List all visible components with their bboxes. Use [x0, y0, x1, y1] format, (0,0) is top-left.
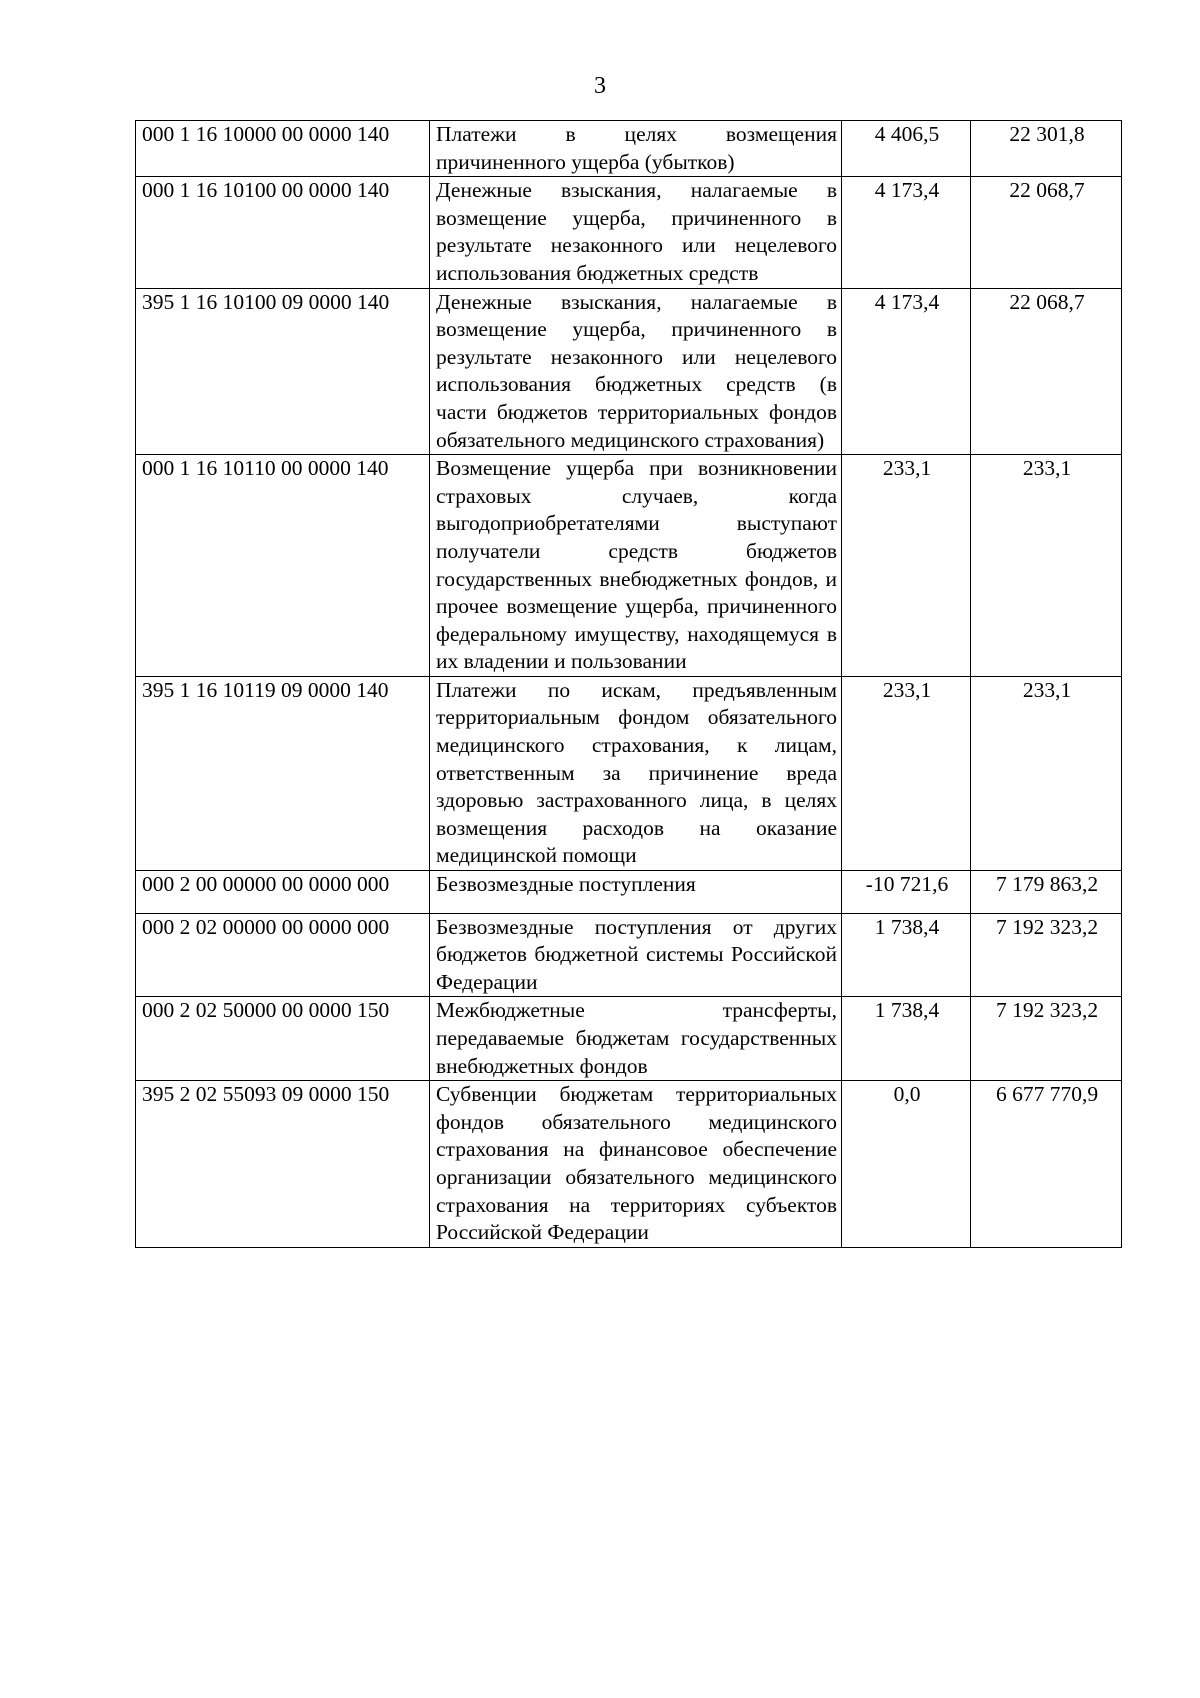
revenue-name-cell: Безвозмездные поступления: [430, 871, 842, 914]
table-row: [136, 288, 1122, 455]
page-number: 3: [594, 73, 606, 99]
revenue-name-cell: Денежные взыскания, налагаемые в возмещение ущерба, причиненного в результате незаконного или нецелевого использования бюджетных средств (в части бюджетов территориальных фондов обязательного медицинского страхования): [430, 288, 842, 455]
amount-cell-1: -10 721,6: [842, 871, 971, 914]
amount-cell-2: 7 179 863,2: [971, 871, 1122, 914]
revenue-name-cell: Субвенции бюджетам территориальных фондов обязательного медицинского страхования на финансовое обеспечение организации обязательного медицинского страхования на территориях субъектов Российской Федерации: [430, 1081, 842, 1248]
table-row: [136, 676, 1122, 870]
budget-code-cell: 000 1 16 10110 00 0000 140: [136, 455, 430, 677]
amount-cell-2: 6 677 770,9: [971, 1081, 1122, 1248]
budget-code-cell: 000 2 00 00000 00 0000 000: [136, 871, 430, 914]
table-row: [136, 913, 1122, 997]
amount-cell-1: 233,1: [842, 455, 971, 677]
budget-code-cell: 000 1 16 10100 00 0000 140: [136, 177, 430, 288]
amount-cell-2: 7 192 323,2: [971, 997, 1122, 1081]
revenue-name-cell: Возмещение ущерба при возникновении страховых случаев, когда выгодоприобретателями выступают получатели средств бюджетов государственных внебюджетных фондов, и прочее возмещение ущерба, причиненного федеральному имуществу, находящемуся в их владении и пользовании: [430, 455, 842, 677]
table-row: [136, 177, 1122, 288]
table-row: [136, 121, 1122, 177]
amount-cell-1: 4 173,4: [842, 177, 971, 288]
budget-code-cell: 395 1 16 10119 09 0000 140: [136, 676, 430, 870]
budget-code-cell: 000 1 16 10000 00 0000 140: [136, 121, 430, 177]
amount-cell-2: 22 068,7: [971, 177, 1122, 288]
revenue-name-cell: Денежные взыскания, налагаемые в возмещение ущерба, причиненного в результате незаконного или нецелевого использования бюджетных средств: [430, 177, 842, 288]
amount-cell-1: 4 173,4: [842, 288, 971, 455]
revenue-name-cell: Безвозмездные поступления от других бюджетов бюджетной системы Российской Федерации: [430, 913, 842, 997]
table-row: [136, 997, 1122, 1081]
revenue-name-cell: Платежи в целях возмещения причиненного ущерба (убытков): [430, 121, 842, 177]
amount-cell-1: 233,1: [842, 676, 971, 870]
amount-cell-1: 4 406,5: [842, 121, 971, 177]
table-row: [136, 871, 1122, 914]
table-row: [136, 1081, 1122, 1248]
revenue-name-cell: Межбюджетные трансферты, передаваемые бюджетам государственных внебюджетных фондов: [430, 997, 842, 1081]
budget-code-cell: 395 2 02 55093 09 0000 150: [136, 1081, 430, 1248]
budget-code-cell: 000 2 02 50000 00 0000 150: [136, 997, 430, 1081]
budget-code-cell: 000 2 02 00000 00 0000 000: [136, 913, 430, 997]
amount-cell-2: 233,1: [971, 676, 1122, 870]
amount-cell-2: 233,1: [971, 455, 1122, 677]
revenue-name-cell: Платежи по искам, предъявленным территориальным фондом обязательного медицинского страхования, к лицам, ответственным за причинение вреда здоровью застрахованного лица, в целях возмещения расходов на оказание медицинской помощи: [430, 676, 842, 870]
table-row: [136, 455, 1122, 677]
revenue-table: [135, 120, 1122, 1248]
amount-cell-2: 22 068,7: [971, 288, 1122, 455]
amount-cell-1: 0,0: [842, 1081, 971, 1248]
amount-cell-2: 7 192 323,2: [971, 913, 1122, 997]
amount-cell-1: 1 738,4: [842, 997, 971, 1081]
amount-cell-2: 22 301,8: [971, 121, 1122, 177]
budget-code-cell: 395 1 16 10100 09 0000 140: [136, 288, 430, 455]
amount-cell-1: 1 738,4: [842, 913, 971, 997]
